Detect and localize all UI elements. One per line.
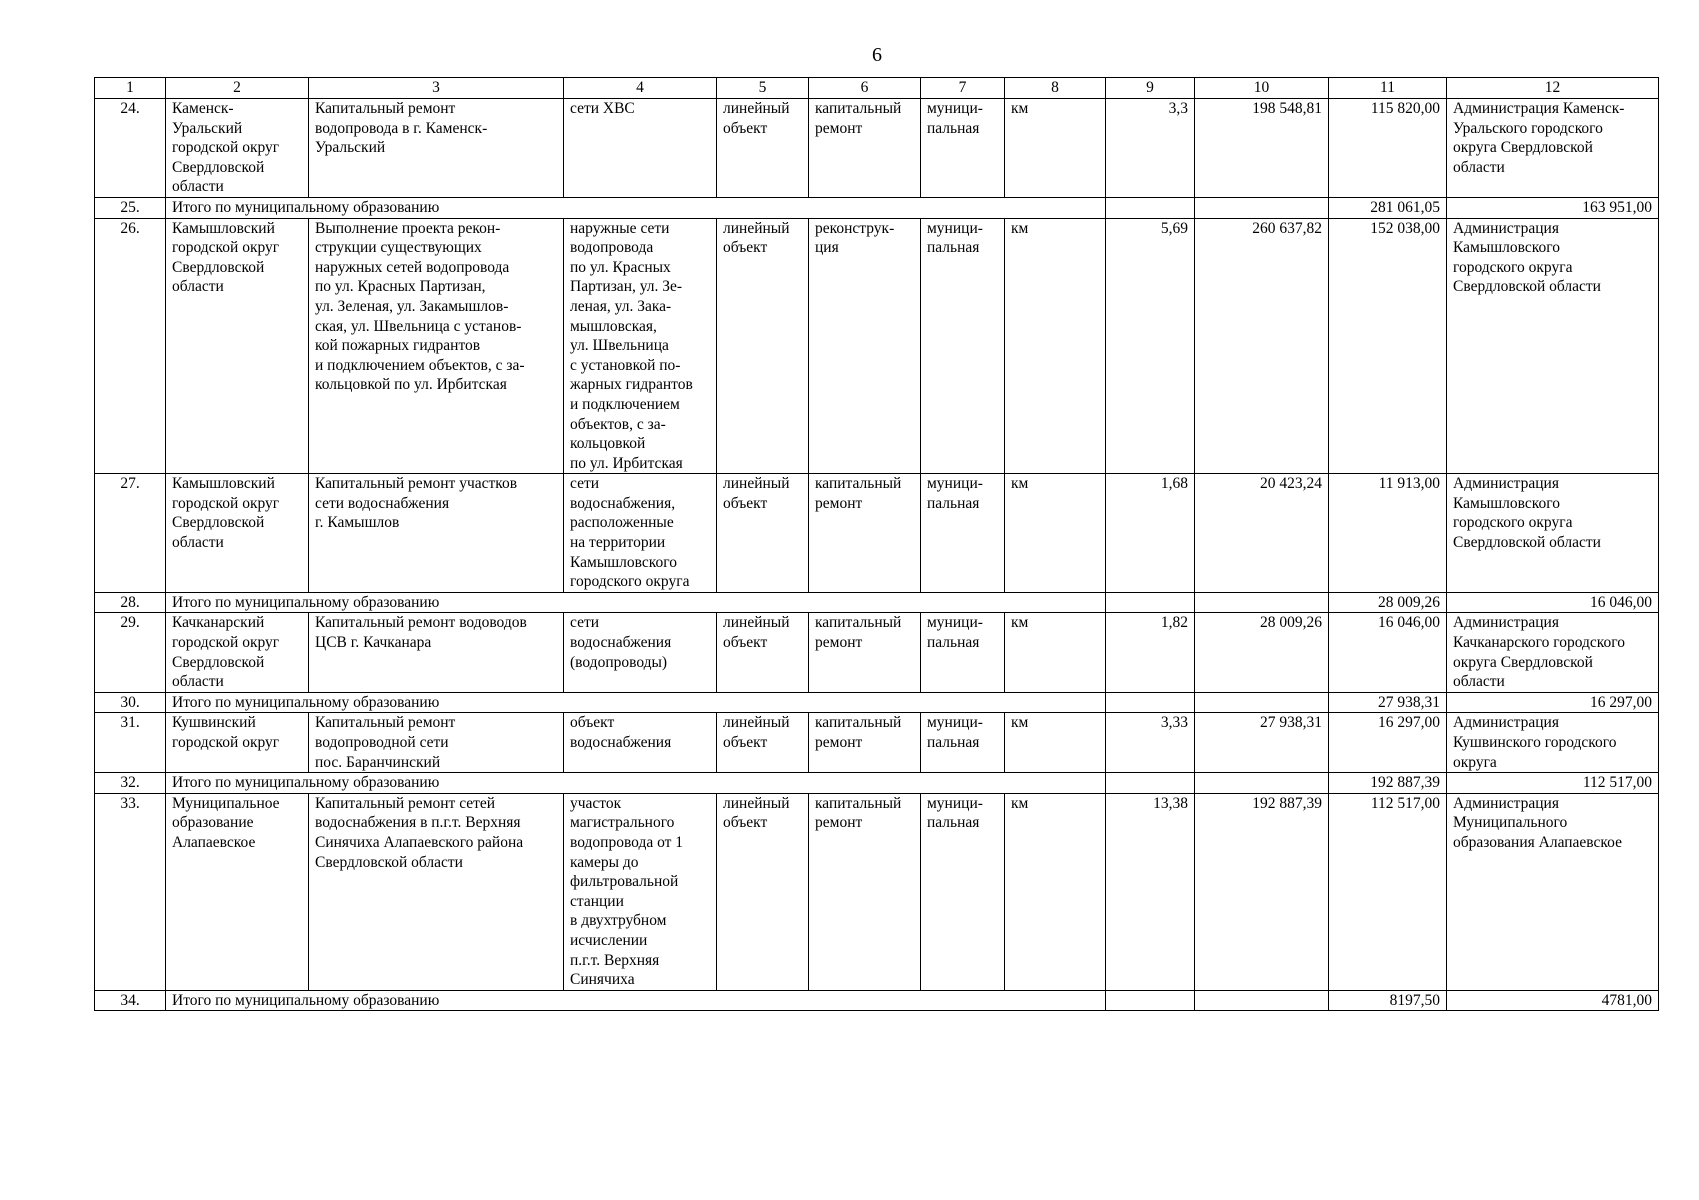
work-type-cell: капитальный ремонт: [809, 793, 921, 990]
total-empty-8-cell: [1106, 990, 1195, 1011]
work-description-cell: Капитальный ремонт участков сети водоснабжения г. Камышлов: [309, 474, 564, 593]
work-description-cell: Капитальный ремонт сетей водоснабжения в п.г.т. Верхняя Синячиха Алапаевского района Свердловской области: [309, 793, 564, 990]
unit-cell: км: [1005, 613, 1106, 692]
ownership-cell: муници- пальная: [921, 474, 1005, 593]
object-name-cell: сети ХВС: [564, 99, 717, 198]
investment-table: [94, 77, 1659, 1011]
total-row: [95, 773, 1659, 794]
capacity-cell: 1,68: [1106, 474, 1195, 593]
total-cost-cell: 260 637,82: [1195, 218, 1329, 474]
total-empty-8-cell: [1106, 692, 1195, 713]
work-description-cell: Капитальный ремонт водоводов ЦСВ г. Качканара: [309, 613, 564, 692]
table-row: [95, 793, 1659, 990]
work-description-cell: Капитальный ремонт водопровода в г. Каменск- Уральский: [309, 99, 564, 198]
subsidy-amount-cell: 112 517,00: [1329, 793, 1447, 990]
header-cell: 4: [564, 78, 717, 99]
row-number-cell: 31.: [95, 713, 166, 773]
total-cost-cell: 28 009,26: [1195, 613, 1329, 692]
ownership-cell: муници- пальная: [921, 713, 1005, 773]
total-empty-8-cell: [1106, 197, 1195, 218]
customer-cell: Администрация Камышловского городского округа Свердловской области: [1447, 218, 1659, 474]
header-cell: 7: [921, 78, 1005, 99]
capacity-cell: 5,69: [1106, 218, 1195, 474]
ownership-cell: муници- пальная: [921, 218, 1005, 474]
subsidy-amount-cell: 112 517,00: [1447, 773, 1659, 794]
ownership-cell: муници- пальная: [921, 613, 1005, 692]
total-empty-9-cell: [1195, 990, 1329, 1011]
header-cell: 12: [1447, 78, 1659, 99]
work-type-cell: реконструк- ция: [809, 218, 921, 474]
total-cost-cell: 198 548,81: [1195, 99, 1329, 198]
total-empty-8-cell: [1106, 592, 1195, 613]
subsidy-amount-cell: 115 820,00: [1329, 99, 1447, 198]
customer-cell: Администрация Качканарского городского округа Свердловской области: [1447, 613, 1659, 692]
total-cost-cell: 192 887,39: [1195, 793, 1329, 990]
unit-cell: км: [1005, 793, 1106, 990]
subsidy-amount-cell: 16 297,00: [1447, 692, 1659, 713]
total-empty-8-cell: [1106, 773, 1195, 794]
unit-cell: км: [1005, 713, 1106, 773]
row-number-cell: 24.: [95, 99, 166, 198]
ownership-cell: муници- пальная: [921, 99, 1005, 198]
total-cost-cell: 192 887,39: [1329, 773, 1447, 794]
total-cost-cell: 27 938,31: [1195, 713, 1329, 773]
ownership-cell: муници- пальная: [921, 793, 1005, 990]
object-type-cell: линейный объект: [717, 218, 809, 474]
row-number-cell: 34.: [95, 990, 166, 1011]
header-cell: 1: [95, 78, 166, 99]
object-name-cell: сети водоснабжения, расположенные на территории Камышловского городского округа: [564, 474, 717, 593]
total-label-cell: Итого по муниципальному образованию: [166, 197, 1106, 218]
row-number-cell: 25.: [95, 197, 166, 218]
object-type-cell: линейный объект: [717, 613, 809, 692]
total-cost-cell: 27 938,31: [1329, 692, 1447, 713]
page-number: 6: [872, 44, 882, 66]
total-cost-cell: 20 423,24: [1195, 474, 1329, 593]
unit-cell: км: [1005, 474, 1106, 593]
customer-cell: Администрация Кушвинского городского округа: [1447, 713, 1659, 773]
total-empty-9-cell: [1195, 773, 1329, 794]
total-cost-cell: 281 061,05: [1329, 197, 1447, 218]
row-number-cell: 26.: [95, 218, 166, 474]
work-type-cell: капитальный ремонт: [809, 613, 921, 692]
object-name-cell: сети водоснабжения (водопроводы): [564, 613, 717, 692]
object-name-cell: участок магистрального водопровода от 1 камеры до фильтровальной станции в двухтрубном исчислении п.г.т. Верхняя Синячиха: [564, 793, 717, 990]
total-cost-cell: 8197,50: [1329, 990, 1447, 1011]
row-number-cell: 30.: [95, 692, 166, 713]
total-label-cell: Итого по муниципальному образованию: [166, 773, 1106, 794]
subsidy-amount-cell: 152 038,00: [1329, 218, 1447, 474]
total-cost-cell: 28 009,26: [1329, 592, 1447, 613]
unit-cell: км: [1005, 99, 1106, 198]
header-cell: 6: [809, 78, 921, 99]
unit-cell: км: [1005, 218, 1106, 474]
header-cell: 2: [166, 78, 309, 99]
object-type-cell: линейный объект: [717, 99, 809, 198]
header-cell: 10: [1195, 78, 1329, 99]
header-cell: 3: [309, 78, 564, 99]
total-row: [95, 592, 1659, 613]
total-row: [95, 197, 1659, 218]
capacity-cell: 3,3: [1106, 99, 1195, 198]
work-type-cell: капитальный ремонт: [809, 474, 921, 593]
work-description-cell: Капитальный ремонт водопроводной сети пос. Баранчинский: [309, 713, 564, 773]
row-number-cell: 33.: [95, 793, 166, 990]
table-header-row: [95, 78, 1659, 99]
object-name-cell: объект водоснабжения: [564, 713, 717, 773]
subsidy-amount-cell: 16 046,00: [1447, 592, 1659, 613]
subsidy-amount-cell: 163 951,00: [1447, 197, 1659, 218]
total-empty-9-cell: [1195, 197, 1329, 218]
capacity-cell: 13,38: [1106, 793, 1195, 990]
table-row: [95, 218, 1659, 474]
object-type-cell: линейный объект: [717, 713, 809, 773]
row-number-cell: 32.: [95, 773, 166, 794]
object-type-cell: линейный объект: [717, 474, 809, 593]
header-cell: 8: [1005, 78, 1106, 99]
subsidy-amount-cell: 16 046,00: [1329, 613, 1447, 692]
row-number-cell: 28.: [95, 592, 166, 613]
total-row: [95, 692, 1659, 713]
object-name-cell: наружные сети водопровода по ул. Красных Партизан, ул. Зе- леная, ул. Зака- мышловская, ул. Швельница с установкой по- жарных гидрантов и подключением объектов, с за- кольцовкой по ул. Ирбитская: [564, 218, 717, 474]
total-empty-9-cell: [1195, 592, 1329, 613]
total-row: [95, 990, 1659, 1011]
row-number-cell: 29.: [95, 613, 166, 692]
municipality-cell: Качканарский городской округ Свердловской области: [166, 613, 309, 692]
work-type-cell: капитальный ремонт: [809, 99, 921, 198]
table-row: [95, 474, 1659, 593]
total-label-cell: Итого по муниципальному образованию: [166, 692, 1106, 713]
table-row: [95, 613, 1659, 692]
header-cell: 5: [717, 78, 809, 99]
customer-cell: Администрация Муниципального образования Алапаевское: [1447, 793, 1659, 990]
customer-cell: Администрация Камышловского городского округа Свердловской области: [1447, 474, 1659, 593]
subsidy-amount-cell: 16 297,00: [1329, 713, 1447, 773]
municipality-cell: Камышловский городской округ Свердловской области: [166, 218, 309, 474]
total-label-cell: Итого по муниципальному образованию: [166, 592, 1106, 613]
municipality-cell: Кушвинский городской округ: [166, 713, 309, 773]
subsidy-amount-cell: 4781,00: [1447, 990, 1659, 1011]
header-cell: 9: [1106, 78, 1195, 99]
object-type-cell: линейный объект: [717, 793, 809, 990]
capacity-cell: 3,33: [1106, 713, 1195, 773]
subsidy-amount-cell: 11 913,00: [1329, 474, 1447, 593]
municipality-cell: Каменск- Уральский городской округ Свердловской области: [166, 99, 309, 198]
total-empty-9-cell: [1195, 692, 1329, 713]
table-row: [95, 713, 1659, 773]
table-row: [95, 99, 1659, 198]
header-cell: 11: [1329, 78, 1447, 99]
customer-cell: Администрация Каменск- Уральского городского округа Свердловской области: [1447, 99, 1659, 198]
work-type-cell: капитальный ремонт: [809, 713, 921, 773]
municipality-cell: Муниципальное образование Алапаевское: [166, 793, 309, 990]
capacity-cell: 1,82: [1106, 613, 1195, 692]
row-number-cell: 27.: [95, 474, 166, 593]
total-label-cell: Итого по муниципальному образованию: [166, 990, 1106, 1011]
work-description-cell: Выполнение проекта рекон- струкции существующих наружных сетей водопровода по ул. Красных Партизан, ул. Зеленая, ул. Закамышлов- ская, ул. Швельница с установ- кой пожарных гидрантов и подключением объектов, с за- кольцовкой по ул. Ирбитская: [309, 218, 564, 474]
municipality-cell: Камышловский городской округ Свердловской области: [166, 474, 309, 593]
